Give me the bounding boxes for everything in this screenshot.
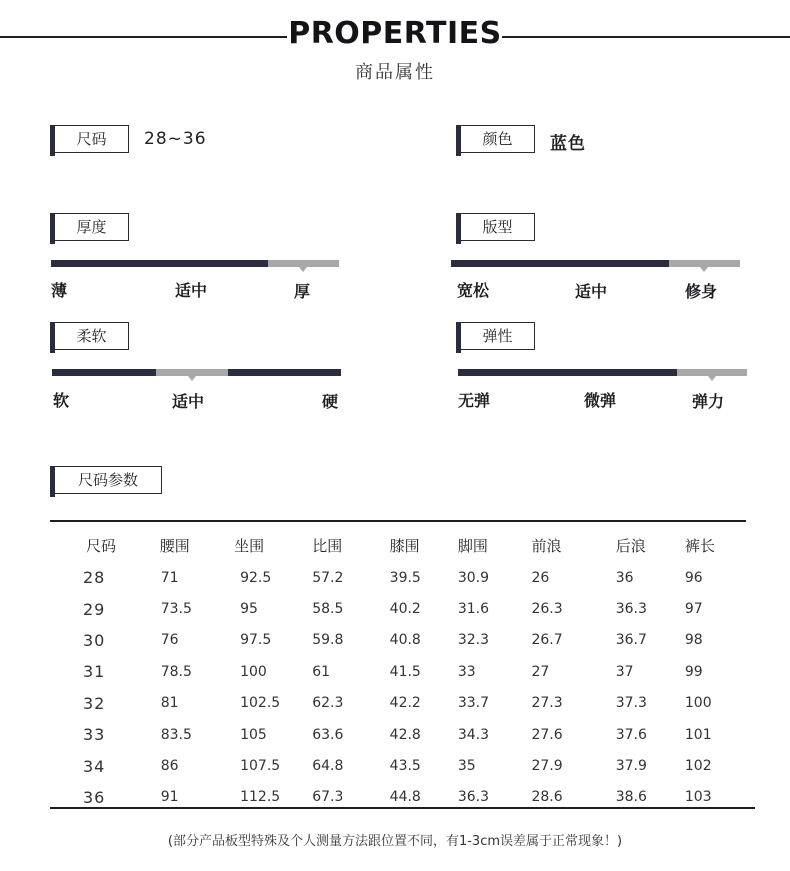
table-cell: 58.5 bbox=[312, 601, 344, 618]
table-cell: 31 bbox=[83, 662, 106, 682]
table-cell: 27.9 bbox=[531, 758, 563, 775]
color-value: 蓝色 bbox=[550, 134, 586, 154]
thickness-label-thin: 薄 bbox=[51, 281, 68, 300]
header-front-rise: 前浪 bbox=[531, 536, 562, 555]
table-cell: 32 bbox=[83, 693, 106, 713]
softness-bar-gray bbox=[156, 369, 228, 376]
table-cell: 103 bbox=[684, 789, 712, 806]
table-cell: 37.9 bbox=[615, 758, 647, 775]
elasticity-label-none: 无弹 bbox=[458, 391, 491, 410]
softness-bar-dark-right bbox=[228, 369, 341, 376]
table-cell: 36.3 bbox=[457, 789, 489, 806]
table-cell: 105 bbox=[240, 726, 267, 743]
table-row bbox=[50, 656, 750, 687]
table-row bbox=[50, 688, 750, 719]
fit-label-slim: 修身 bbox=[685, 282, 718, 301]
softness-label-medium: 适中 bbox=[172, 392, 205, 411]
header-size: 尺码 bbox=[86, 536, 117, 555]
table-cell: 61 bbox=[312, 663, 331, 680]
table-cell: 42.2 bbox=[389, 695, 421, 712]
table-cell: 33.7 bbox=[457, 695, 489, 712]
header-knee: 膝围 bbox=[389, 536, 420, 555]
softness-indicator bbox=[188, 376, 196, 381]
size-tag: 尺码 bbox=[50, 125, 129, 153]
elasticity-bar-gray bbox=[677, 369, 747, 376]
table-cell: 37.6 bbox=[615, 726, 647, 743]
table-cell: 97.5 bbox=[240, 632, 272, 649]
table-cell: 57.2 bbox=[312, 569, 344, 586]
table-cell: 112.5 bbox=[240, 789, 281, 806]
header-thigh: 比围 bbox=[312, 536, 343, 555]
table-cell: 71 bbox=[160, 569, 179, 586]
elasticity-label-stretch: 弹力 bbox=[692, 392, 725, 411]
table-cell: 100 bbox=[684, 695, 712, 712]
table-row bbox=[50, 750, 750, 781]
fit-tag: 版型 bbox=[456, 213, 535, 241]
size-chart-body bbox=[50, 562, 750, 813]
table-cell: 37.3 bbox=[615, 695, 647, 712]
table-cell: 83.5 bbox=[160, 726, 192, 743]
table-cell: 63.6 bbox=[312, 726, 344, 743]
table-cell: 39.5 bbox=[389, 569, 421, 586]
table-cell: 86 bbox=[160, 758, 179, 775]
table-cell: 59.8 bbox=[312, 632, 344, 649]
table-row bbox=[50, 593, 750, 624]
table-cell: 98 bbox=[684, 632, 703, 649]
table-cell: 43.5 bbox=[389, 758, 421, 775]
header-length: 裤长 bbox=[684, 536, 715, 555]
table-header-row bbox=[50, 528, 750, 562]
table-cell: 101 bbox=[684, 726, 712, 743]
header-leg-opening: 脚围 bbox=[457, 536, 488, 555]
table-cell: 40.2 bbox=[389, 601, 421, 618]
thickness-bar-gray bbox=[268, 260, 339, 267]
table-cell: 27 bbox=[531, 663, 550, 680]
table-cell: 107.5 bbox=[240, 758, 281, 775]
thickness-bar-dark bbox=[51, 260, 268, 267]
table-cell: 42.8 bbox=[389, 726, 421, 743]
table-cell: 34.3 bbox=[457, 726, 489, 743]
table-cell: 30.9 bbox=[457, 569, 489, 586]
table-cell: 29 bbox=[83, 599, 106, 619]
table-cell: 41.5 bbox=[389, 663, 421, 680]
color-tag: 颜色 bbox=[456, 125, 535, 153]
table-cell: 26 bbox=[531, 569, 550, 586]
table-row bbox=[50, 562, 750, 593]
table-bottom-rule bbox=[50, 807, 755, 809]
table-cell: 64.8 bbox=[312, 758, 344, 775]
header-back-rise: 后浪 bbox=[615, 536, 646, 555]
elasticity-indicator bbox=[708, 376, 716, 381]
table-top-rule bbox=[50, 520, 746, 522]
table-cell: 30 bbox=[83, 630, 106, 650]
size-chart-tag: 尺码参数 bbox=[50, 466, 162, 494]
table-cell: 33 bbox=[83, 725, 106, 745]
table-cell: 34 bbox=[83, 756, 106, 776]
fit-bar-gray bbox=[669, 260, 740, 267]
table-cell: 27.6 bbox=[531, 726, 563, 743]
fit-label-loose: 宽松 bbox=[457, 281, 490, 300]
page-subtitle: 商品属性 bbox=[355, 62, 435, 83]
fit-indicator bbox=[700, 267, 708, 272]
header-waist: 腰围 bbox=[159, 536, 190, 555]
table-cell: 36 bbox=[615, 569, 634, 586]
table-cell: 97 bbox=[684, 601, 703, 618]
table-row bbox=[50, 719, 750, 750]
elasticity-label-slight: 微弹 bbox=[584, 391, 617, 410]
table-cell: 27.3 bbox=[531, 695, 563, 712]
table-cell: 99 bbox=[684, 663, 703, 680]
softness-tag: 柔软 bbox=[50, 322, 129, 350]
softness-bar-dark-left bbox=[52, 369, 156, 376]
table-cell: 102 bbox=[684, 758, 712, 775]
thickness-tag: 厚度 bbox=[50, 213, 129, 241]
table-cell: 33 bbox=[457, 663, 476, 680]
table-cell: 38.6 bbox=[615, 789, 647, 806]
table-cell: 35 bbox=[457, 758, 476, 775]
page-title: PROPERTIES bbox=[288, 16, 502, 51]
fit-bar-dark bbox=[451, 260, 669, 267]
table-cell: 62.3 bbox=[312, 695, 344, 712]
table-cell: 31.6 bbox=[457, 601, 489, 618]
table-cell: 28.6 bbox=[531, 789, 563, 806]
table-cell: 36.7 bbox=[615, 632, 647, 649]
table-cell: 95 bbox=[240, 601, 258, 618]
thickness-label-thick: 厚 bbox=[294, 282, 311, 301]
elasticity-bar-dark bbox=[458, 369, 677, 376]
table-cell: 81 bbox=[160, 695, 179, 712]
table-cell: 91 bbox=[160, 789, 179, 806]
table-cell: 40.8 bbox=[389, 632, 421, 649]
thickness-label-medium: 适中 bbox=[175, 281, 208, 300]
table-cell: 96 bbox=[684, 569, 703, 586]
softness-label-soft: 软 bbox=[53, 391, 70, 410]
fit-label-medium: 适中 bbox=[575, 282, 608, 301]
table-cell: 36 bbox=[83, 787, 106, 807]
header-hip: 坐围 bbox=[234, 536, 265, 555]
thickness-indicator bbox=[299, 267, 307, 272]
table-cell: 92.5 bbox=[240, 569, 272, 586]
table-cell: 67.3 bbox=[312, 789, 344, 806]
table-cell: 26.3 bbox=[531, 601, 563, 618]
softness-label-hard: 硬 bbox=[322, 392, 339, 411]
footnote: (部分产品板型特殊及个人测量方法跟位置不同，有1-3cm误差属于正常现象！) bbox=[167, 834, 623, 849]
table-cell: 73.5 bbox=[160, 601, 192, 618]
table-cell: 36.3 bbox=[615, 601, 647, 618]
size-value: 28~36 bbox=[144, 129, 207, 149]
elasticity-tag: 弹性 bbox=[456, 322, 535, 350]
table-row bbox=[50, 625, 750, 656]
table-cell: 100 bbox=[240, 663, 267, 680]
table-cell: 26.7 bbox=[531, 632, 563, 649]
table-cell: 32.3 bbox=[457, 632, 489, 649]
table-cell: 78.5 bbox=[160, 663, 192, 680]
table-cell: 28 bbox=[83, 568, 106, 588]
table-cell: 44.8 bbox=[389, 789, 421, 806]
table-cell: 37 bbox=[615, 663, 634, 680]
table-cell: 76 bbox=[160, 632, 179, 649]
table-cell: 102.5 bbox=[240, 695, 281, 712]
size-chart-table bbox=[50, 528, 750, 813]
